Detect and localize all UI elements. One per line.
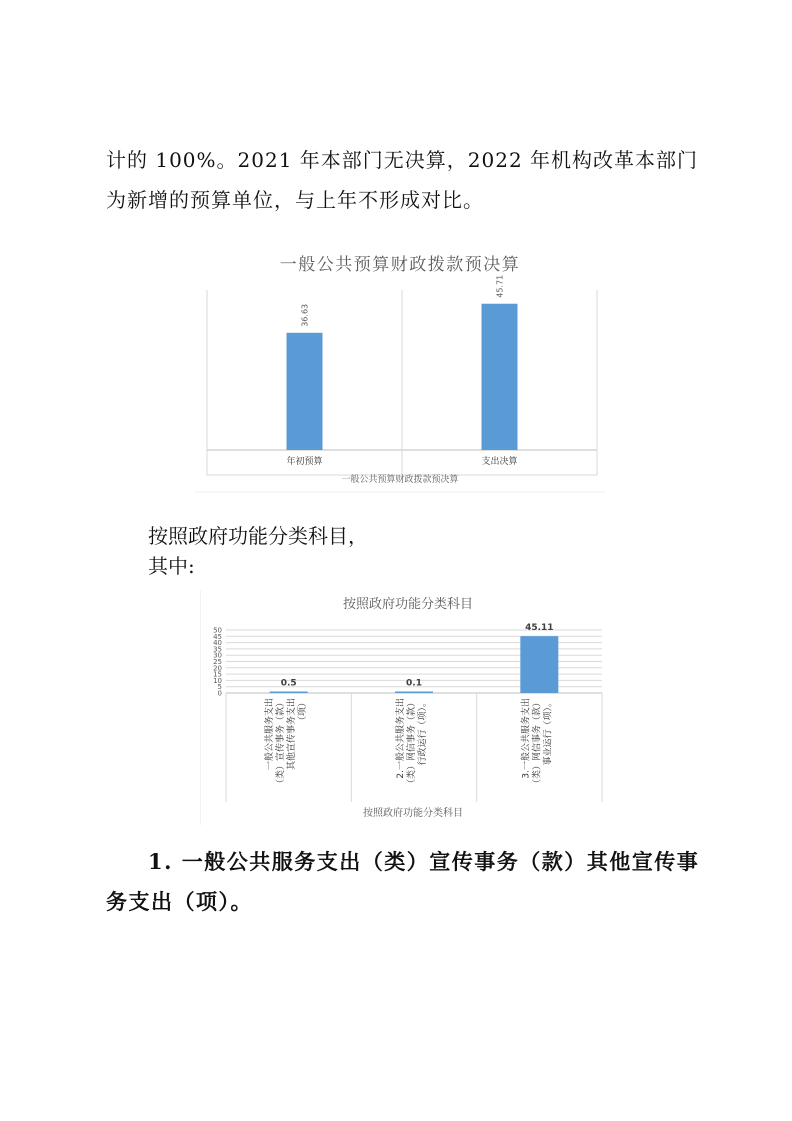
y-tick-label: 35 bbox=[213, 645, 222, 654]
data-label: 36.63 bbox=[300, 303, 310, 327]
data-label: 45.11 bbox=[525, 623, 554, 634]
paragraph-text: 计的 100%。2021 年本部门无决算，2022 年机构改革本部门为新增的预算单位，与上年不形成对比。 bbox=[106, 148, 699, 212]
category-label-line: 一般公共服务支出 bbox=[265, 698, 276, 771]
category-label-line: （类）网信事务（款） bbox=[407, 698, 417, 789]
x-axis-title: 一般公共预算财政拨款预决算 bbox=[341, 475, 459, 485]
x-axis-title: 按照政府功能分类科目 bbox=[363, 808, 463, 819]
category-label: 支出决算 bbox=[481, 457, 518, 467]
y-tick-label: 0 bbox=[217, 689, 222, 698]
data-label: 45.71 bbox=[495, 274, 505, 298]
category-label-line: （类）宣传事务（款） bbox=[276, 698, 287, 789]
chart-title: 一般公共预算财政拨款预决算 bbox=[279, 255, 521, 275]
category-label-line: 3.一般公共服务支出 bbox=[521, 698, 532, 779]
y-tick-label: 50 bbox=[213, 626, 222, 635]
budget-final-chart-svg bbox=[195, 240, 605, 495]
y-tick-label: 10 bbox=[213, 676, 222, 685]
category-label-line: 行政运行（项）。 bbox=[418, 698, 428, 766]
bar bbox=[395, 692, 433, 694]
category-label-line: （类）网信事务（款） bbox=[532, 698, 543, 789]
category-label-line: 事业运行（项）。 bbox=[543, 698, 554, 766]
data-label: 0.5 bbox=[280, 678, 297, 689]
chart-frame bbox=[195, 290, 605, 492]
y-tick-label: 45 bbox=[213, 632, 222, 641]
y-tick-label: 15 bbox=[213, 670, 222, 679]
category-label-line: （项） bbox=[298, 698, 309, 726]
data-label: 0.1 bbox=[406, 678, 422, 689]
budget-final-chart bbox=[195, 240, 605, 499]
y-tick-label: 20 bbox=[213, 664, 222, 673]
y-tick-label: 25 bbox=[213, 658, 222, 666]
category-label-line: 其他宣传事务支出 bbox=[287, 698, 298, 771]
section-heading: 1. 一般公共服务支出（类）宣传事务（款）其他宣传事务支出（项）。 bbox=[106, 849, 700, 914]
bar bbox=[520, 636, 558, 693]
bar bbox=[482, 304, 518, 450]
function-classification-chart-svg bbox=[200, 590, 605, 830]
function-classification-chart bbox=[200, 590, 605, 834]
intro-text: 按照政府功能分类科目， bbox=[148, 524, 368, 548]
y-tick-label: 5 bbox=[217, 683, 222, 692]
y-tick-label: 30 bbox=[213, 651, 222, 660]
bar bbox=[287, 333, 323, 450]
chart-title: 按照政府功能分类科目 bbox=[342, 597, 474, 612]
category-label-line: 2.一般公共服务支出 bbox=[396, 698, 406, 779]
category-label: 年初预算 bbox=[286, 457, 323, 467]
intro-text-2: 其中: bbox=[148, 554, 195, 578]
y-tick-label: 40 bbox=[213, 639, 222, 648]
bar bbox=[270, 692, 308, 694]
